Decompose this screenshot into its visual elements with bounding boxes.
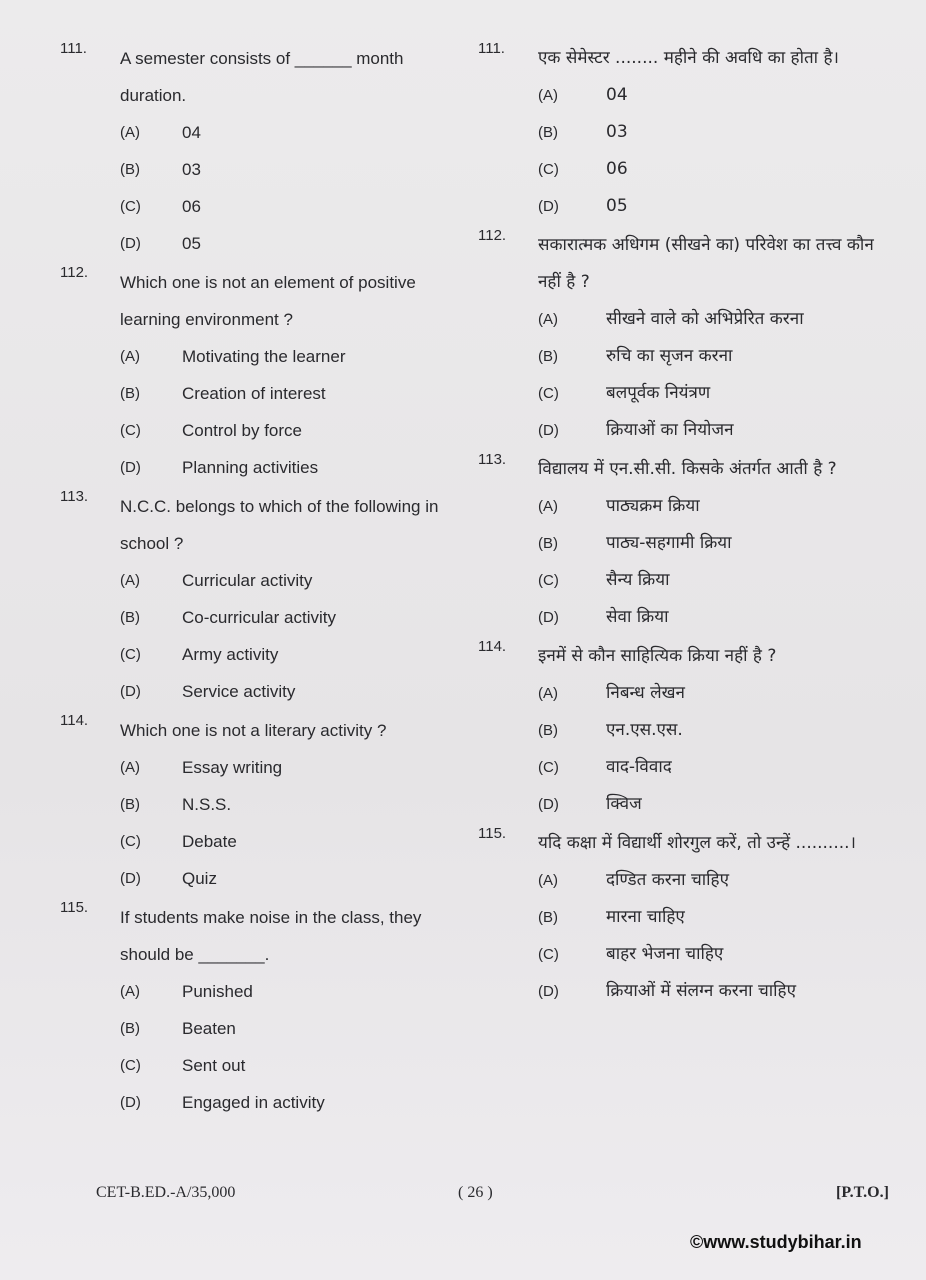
option-c xyxy=(478,749,898,786)
option-a xyxy=(478,301,898,338)
option-d xyxy=(60,1084,460,1121)
option-a xyxy=(478,488,898,525)
question-text: इनमें से कौन साहित्यिक क्रिया नहीं है ? xyxy=(538,646,777,666)
option-label: (B) xyxy=(538,535,558,552)
option-a xyxy=(478,862,898,899)
option-text: 03 xyxy=(606,122,628,142)
paper-code: CET-B.ED.-A/35,000 xyxy=(96,1184,236,1201)
option-label: (D) xyxy=(538,609,559,626)
option-label: (A) xyxy=(538,685,558,702)
option-text: वाद-विवाद xyxy=(606,757,672,777)
option-label: (B) xyxy=(538,348,558,365)
option-c xyxy=(478,936,898,973)
option-label: (D) xyxy=(538,198,559,215)
option-c xyxy=(60,636,460,673)
question-text: यदि कक्षा में विद्यार्थी शोरगुल करें, तो उन्हें ..........। xyxy=(538,833,856,853)
option-text: 04 xyxy=(606,85,628,105)
option-b xyxy=(478,899,898,936)
option-b xyxy=(60,151,460,188)
question-114 xyxy=(60,712,460,897)
option-b xyxy=(478,525,898,562)
question-number: 115. xyxy=(478,825,507,842)
option-label: (A) xyxy=(538,498,558,515)
option-text: Army activity xyxy=(182,645,279,664)
question-text: N.C.C. belongs to which of the following in school ? xyxy=(120,497,439,553)
question-text: Which one is not a literary activity ? xyxy=(120,721,387,740)
copyright-watermark: ©www.studybihar.in xyxy=(690,1232,862,1252)
option-d xyxy=(478,412,898,449)
option-text: बाहर भेजना चाहिए xyxy=(606,944,724,964)
question-113 xyxy=(60,488,460,710)
option-text: Essay writing xyxy=(182,758,283,777)
question-number: 113. xyxy=(478,451,507,468)
option-a xyxy=(478,675,898,712)
option-label: (A) xyxy=(538,311,558,328)
option-d xyxy=(478,973,898,1010)
option-text: मारना चाहिए xyxy=(606,907,685,927)
option-text: बलपूर्वक नियंत्रण xyxy=(606,383,711,403)
option-c xyxy=(60,1047,460,1084)
option-label: (A) xyxy=(538,87,558,104)
option-text: सैन्य क्रिया xyxy=(606,570,670,590)
option-label: (D) xyxy=(538,983,559,1000)
option-d xyxy=(60,449,460,486)
option-b xyxy=(478,338,898,375)
option-c xyxy=(478,375,898,412)
option-text: सीखने वाले को अभिप्रेरित करना xyxy=(606,309,804,329)
option-label: (D) xyxy=(120,459,141,476)
option-label: (A) xyxy=(538,872,558,889)
option-c xyxy=(60,188,460,225)
question-111 xyxy=(478,40,898,225)
option-label: (B) xyxy=(120,609,140,626)
option-d xyxy=(60,673,460,710)
question-115 xyxy=(60,899,460,1121)
page-number: ( 26 ) xyxy=(458,1184,493,1201)
option-a xyxy=(60,973,460,1010)
option-text: Control by force xyxy=(182,421,302,440)
question-number: 111. xyxy=(60,40,87,57)
question-number: 112. xyxy=(478,227,507,244)
option-label: (B) xyxy=(538,909,558,926)
option-label: (B) xyxy=(120,796,140,813)
option-text: Quiz xyxy=(182,869,217,888)
option-text: सेवा क्रिया xyxy=(606,607,669,627)
option-text: N.S.S. xyxy=(182,795,232,814)
option-label: (B) xyxy=(538,124,558,141)
question-text: If students make noise in the class, they should be _______. xyxy=(120,908,422,964)
option-text: एन.एस.एस. xyxy=(606,720,683,740)
option-text: निबन्ध लेखन xyxy=(606,683,685,703)
question-text: विद्यालय में एन.सी.सी. किसके अंतर्गत आती है ? xyxy=(538,459,837,479)
option-label: (D) xyxy=(538,422,559,439)
option-d xyxy=(478,786,898,823)
option-text: Motivating the learner xyxy=(182,347,346,366)
question-text: A semester consists of ______ month duration. xyxy=(120,49,404,105)
option-label: (C) xyxy=(538,946,559,963)
option-c xyxy=(478,562,898,599)
option-a xyxy=(60,562,460,599)
question-112 xyxy=(60,264,460,486)
option-c xyxy=(478,151,898,188)
option-d xyxy=(60,225,460,262)
option-a xyxy=(60,114,460,151)
question-112 xyxy=(478,227,898,449)
option-label: (B) xyxy=(120,1020,140,1037)
pto-label: [P.T.O.] xyxy=(836,1184,889,1201)
question-number: 111. xyxy=(478,40,505,57)
option-text: 06 xyxy=(182,197,201,216)
option-label: (C) xyxy=(538,572,559,589)
option-text: Beaten xyxy=(182,1019,236,1038)
option-b xyxy=(60,599,460,636)
question-text: Which one is not an element of positive learning environment ? xyxy=(120,273,416,329)
option-label: (C) xyxy=(120,646,141,663)
english-column xyxy=(60,40,460,1121)
option-a xyxy=(478,77,898,114)
option-text: 04 xyxy=(182,123,201,142)
option-label: (C) xyxy=(120,1057,141,1074)
option-b xyxy=(60,375,460,412)
option-b xyxy=(478,114,898,151)
option-text: Punished xyxy=(182,982,253,1001)
option-label: (A) xyxy=(120,983,140,1000)
option-text: क्रियाओं में संलग्न करना चाहिए xyxy=(606,981,796,1001)
option-text: 06 xyxy=(606,159,628,179)
option-label: (B) xyxy=(538,722,558,739)
question-113 xyxy=(478,451,898,636)
option-c xyxy=(60,412,460,449)
option-d xyxy=(478,188,898,225)
option-label: (B) xyxy=(120,385,140,402)
option-label: (D) xyxy=(120,870,141,887)
option-a xyxy=(60,338,460,375)
option-label: (D) xyxy=(120,235,141,252)
option-label: (A) xyxy=(120,348,140,365)
option-label: (A) xyxy=(120,572,140,589)
question-115 xyxy=(478,825,898,1010)
option-text: Debate xyxy=(182,832,237,851)
option-text: Sent out xyxy=(182,1056,246,1075)
option-text: 03 xyxy=(182,160,201,179)
option-text: Engaged in activity xyxy=(182,1093,325,1112)
option-label: (D) xyxy=(538,796,559,813)
option-text: Co-curricular activity xyxy=(182,608,336,627)
option-c xyxy=(60,823,460,860)
option-text: पाठ्यक्रम क्रिया xyxy=(606,496,700,516)
option-label: (C) xyxy=(538,161,559,178)
option-text: पाठ्य-सहगामी क्रिया xyxy=(606,533,732,553)
option-label: (C) xyxy=(120,833,141,850)
question-number: 114. xyxy=(478,638,507,655)
option-text: दण्डित करना चाहिए xyxy=(606,870,729,890)
question-text: एक सेमेस्टर ........ महीने की अवधि का होता है। xyxy=(538,48,839,68)
option-text: Curricular activity xyxy=(182,571,313,590)
option-text: क्विज xyxy=(606,794,642,814)
option-b xyxy=(60,786,460,823)
option-text: Planning activities xyxy=(182,458,319,477)
option-label: (A) xyxy=(120,124,140,141)
option-text: क्रियाओं का नियोजन xyxy=(606,420,734,440)
option-label: (C) xyxy=(120,422,141,439)
option-label: (C) xyxy=(538,385,559,402)
question-text: सकारात्मक अधिगम (सीखने का) परिवेश का तत्त्व कौन नहीं है ? xyxy=(538,235,874,292)
option-text: 05 xyxy=(606,196,628,216)
option-label: (A) xyxy=(120,759,140,776)
option-label: (D) xyxy=(120,1094,141,1111)
hindi-column xyxy=(478,40,898,1010)
question-114 xyxy=(478,638,898,823)
option-text: रुचि का सृजन करना xyxy=(606,346,733,366)
option-b xyxy=(478,712,898,749)
question-111 xyxy=(60,40,460,262)
option-text: Creation of interest xyxy=(182,384,326,403)
option-label: (C) xyxy=(538,759,559,776)
option-label: (B) xyxy=(120,161,140,178)
option-text: 05 xyxy=(182,234,201,253)
question-number: 114. xyxy=(60,712,89,729)
option-d xyxy=(478,599,898,636)
option-label: (C) xyxy=(120,198,141,215)
option-d xyxy=(60,860,460,897)
question-number: 113. xyxy=(60,488,89,505)
option-label: (D) xyxy=(120,683,141,700)
option-text: Service activity xyxy=(182,682,296,701)
question-number: 115. xyxy=(60,899,89,916)
option-a xyxy=(60,749,460,786)
option-b xyxy=(60,1010,460,1047)
question-number: 112. xyxy=(60,264,89,281)
